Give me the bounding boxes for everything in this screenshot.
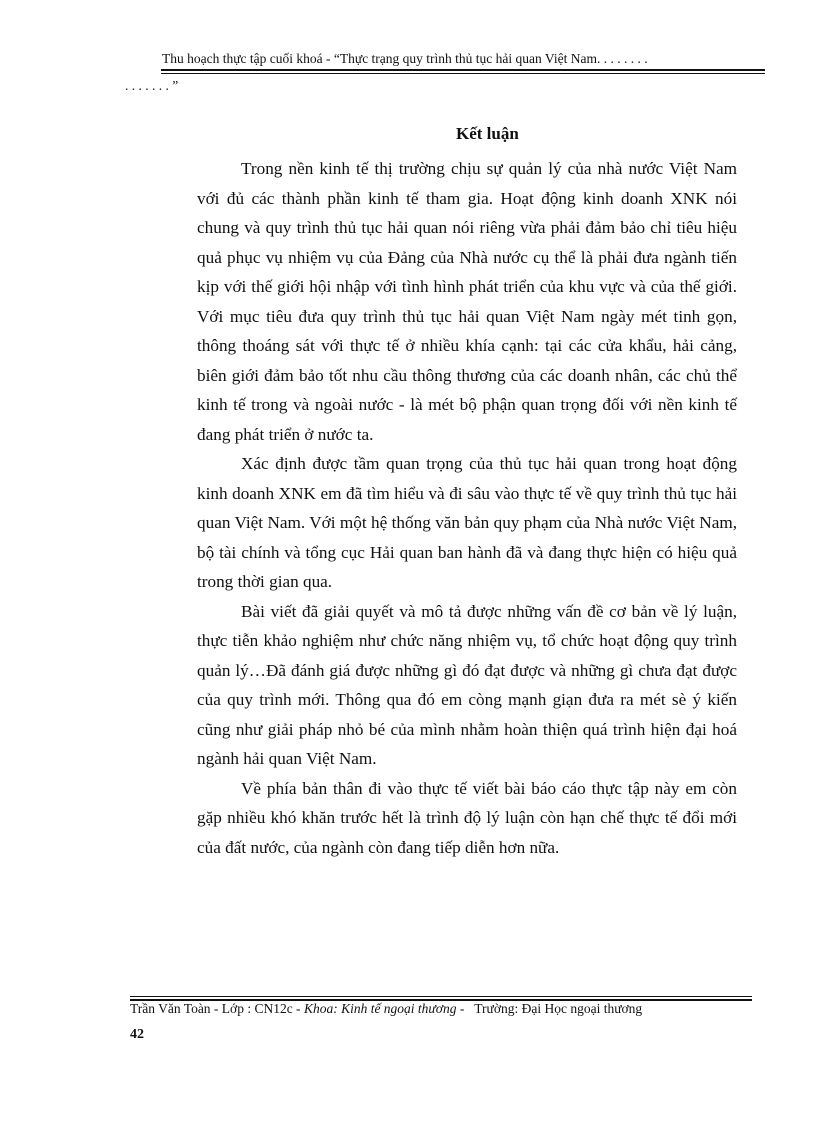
footer-school: - Trường: Đại Học ngoại thương — [456, 1001, 643, 1016]
section-title: Kết luận — [456, 124, 519, 143]
footer-rule-thin — [130, 996, 752, 997]
header-title: Thu hoạch thực tập cuối khoá - “Thực trạng quy trình thủ tục hải quan Việt Nam. . . . . . . . — [162, 51, 648, 66]
footer-author: Trần Văn Toàn - Lớp : CN12c - — [130, 1001, 304, 1016]
paragraph-2: Xác định được tầm quan trọng của thủ tục hải quan trong hoạt động kinh doanh XNK em đã tìm hiểu và đi sâu vào thực tế về quy trình thủ tục hải quan Việt Nam. Với một hệ thống văn bản quy phạm của Nhà nước Việt Nam, bộ tài chính và tổng cục Hải quan ban hành đã và đang thực hiện có hiệu quả trong thời gian qua. — [197, 454, 737, 591]
header-rule — [161, 69, 765, 71]
paragraph-3: Bài viết đã giải quyết và mô tả được những vấn đề cơ bản về lý luận, thực tiễn khảo nghiệm như chức năng nhiệm vụ, tổ chức hoạt động quy trình quản lý…Đã đánh giá được những gì đó đạt được và những gì chưa đạt được của quy trình mới. Thông qua đó em còng mạnh giạn đưa ra mét sè ý kiến cũng như giải pháp nhỏ bé của mình nhằm hoàn thiện quá trình hiện đại hoá ngành hải quan Việt Nam. — [197, 601, 737, 768]
header-title-continued: . . . . . . . ” — [125, 78, 179, 93]
header-rule-thin — [161, 73, 765, 74]
footer-faculty: Khoa: Kinh tế ngoại thương — [303, 1001, 457, 1016]
body-text — [197, 154, 737, 862]
page-header — [125, 50, 765, 93]
paragraph-4: Về phía bản thân đi vào thực tế viết bài báo cáo thực tập này em còn gặp nhiều khó khăn trước hết là trình độ lý luận còn hạn chế thực tế đổi mới của đất nước, của ngành còn đang tiếp diễn hơn nữa. — [197, 778, 737, 857]
page-number: 42 — [130, 1027, 144, 1042]
paragraph-1: Trong nền kinh tế thị trường chịu sự quản lý của nhà nước Việt Nam với đủ các thành phần kinh tế tham gia. Hoạt động kinh doanh XNK nói chung và quy trình thủ tục hải quan nói riêng vừa phải đảm bảo chỉ tiêu hiệu quả phục vụ nhiệm vụ của Đảng của Nhà nước cụ thể là phải đưa ngành tiến kịp với thế giới hội nhập với tình hình phát triển của khu vực và của thế giới. Với mục tiêu đưa quy trình thủ tục hải quan Việt Nam ngày mét tinh gọn, thông thoáng sát với thực tế ở nhiều khía cạnh: tại các cửa khẩu, hải cảng, biên giới đảm bảo tốt nhu cầu thông thương của các doanh nhân, các chủ thể kinh tế trong và ngoài nước - là mét bộ phận quan trọng đối với nền kinh tế đang phát triển ở nước ta. — [197, 159, 737, 444]
footer-text — [130, 1001, 642, 1017]
